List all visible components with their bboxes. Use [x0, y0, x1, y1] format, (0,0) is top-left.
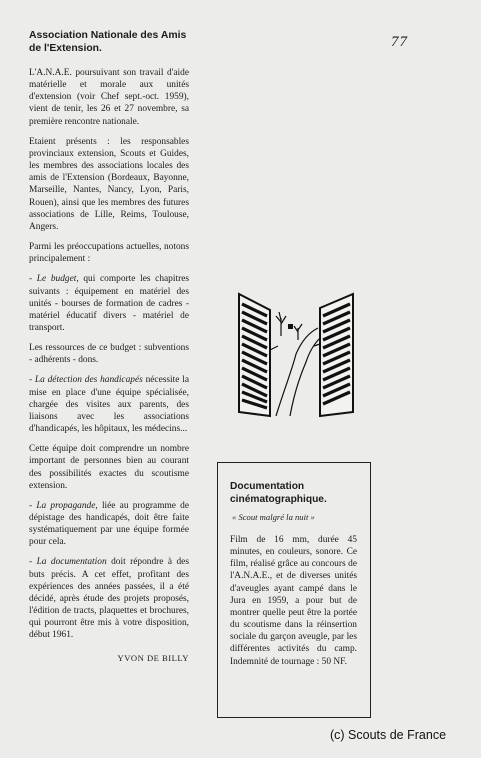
paragraph-label: - La propagande, — [29, 500, 98, 511]
shutters-illustration — [236, 290, 356, 420]
paragraph-text: doit répondre à des buts précis. A cet effet, profitant des expériences des années passées, il a été décidé, après étude des projets proposés, l'édition de tracts, plaquettes et brochures, qui pourront être mis à votre disposition, début 1961. — [29, 557, 189, 641]
article-paragraph — [29, 342, 189, 366]
article-paragraph — [29, 443, 189, 492]
article-paragraph — [29, 556, 189, 641]
left-shutter-drawing — [239, 294, 270, 416]
article-paragraph — [29, 273, 189, 334]
article — [29, 30, 189, 664]
paragraph-label: - Le budget, — [29, 274, 79, 285]
paragraph-text: Etaient présents : les responsables provinciaux extension, Scouts et Guides, les membres des associations locales des amis de l'Extension (Bordeaux, Bayonne, Marseille, Nantes, Nancy, Lyon, Paris, Rouen), ainsi que les membres des futures associations de Lille, Reims, Toulouse, Angers. — [29, 136, 189, 232]
paragraph-text: Parmi les préoccupations actuelles, notons principalement : — [29, 242, 189, 265]
film-documentation-box — [217, 462, 371, 718]
box-title: Documentation cinématographique. — [230, 481, 327, 505]
page-number: 77 — [391, 34, 408, 50]
landscape-drawing — [270, 312, 320, 416]
paragraph-label: - La détection des handicapés — [29, 375, 143, 386]
article-title: Association Nationale des Amis de l'Extension. — [29, 30, 187, 54]
paragraph-text: liée au programme de dépistage des handicapés, doit être faite systématiquement par une équipe formée pour cela. — [29, 500, 189, 548]
box-subtitle: « Scout malgré la nuit » — [232, 512, 315, 522]
paragraph-text: qui comporte les chapitres suivants : équipement en matériel des unités - bourses de formation de cadres - matériel éducatif divers - matériel de transport. — [29, 274, 190, 333]
right-shutter-drawing — [320, 294, 353, 416]
article-paragraph — [29, 241, 189, 265]
small-hut-drawing — [288, 324, 293, 329]
paragraph-text: Cette équipe doit comprendre un nombre important de personnes bien au courant des possibilités exactes du scoutisme extension. — [29, 444, 189, 491]
signature: YVON DE BILLY — [117, 652, 189, 663]
paragraph-text: L'A.N.A.E. poursuivant son travail d'aide matérielle et morale aux unités d'extension (voir Chef sept.-oct. 1959), vient de tenir, les 26 et 27 novembre, sa première rencontre nationale. — [29, 68, 189, 127]
article-paragraph — [29, 136, 189, 233]
paragraph-text: nécessite la mise en place d'une équipe spécialisée, chargée des visites aux parents, des liaisons avec les associations d'handicapés, les hôpitaux, les médecins... — [29, 375, 189, 435]
copyright-notice: (c) Scouts de France — [330, 728, 447, 742]
article-paragraph — [29, 374, 189, 435]
paragraph-text: Les ressources de ce budget : subventions - adhérents - dons. — [29, 343, 189, 366]
article-paragraph — [29, 67, 189, 128]
box-body: Film de 16 mm, durée 45 minutes, en couleurs, sonore. Ce film, réalisé grâce au concours de l'A.N.A.E., et de diverses unités d'aveugles ayant campé dans le Jura en 1959, a pour but de montrer quelle peut être la portée du scoutisme dans la réinsertion sociale du garçon aveugle, par les différentes activités du camp. Indemnité de tournage : 50 NF. — [230, 535, 357, 667]
article-paragraph — [29, 500, 189, 549]
paragraph-label: - La documentation — [29, 557, 107, 568]
